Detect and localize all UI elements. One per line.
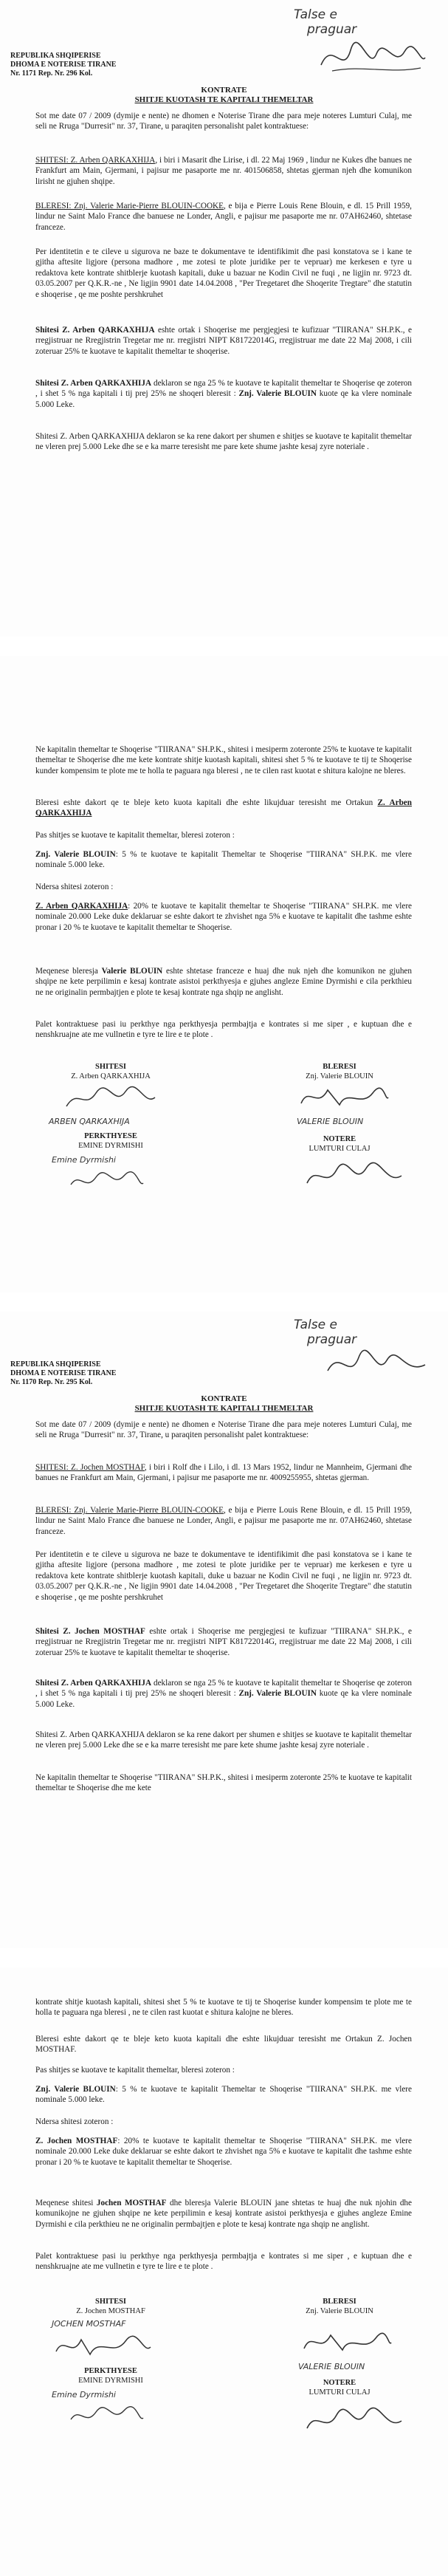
capital-paragraph: Ne kapitalin themeltar te Shoqerise "TIIRANA" SH.P.K., shitesi i mesiperm zoteronte 25% te kuotave te kapitalit themeltar te Shoqerise dhe me kete — [35, 1773, 412, 1793]
capital-paragraph: Ne kapitalin themeltar te Shoqerise "TIIRANA" SH.P.K., shitesi i mesiperm zoteronte 25% te kuotave te kapitalit themeltar te Shoqerise dhe me kete kontrate shitje kuotash kapitali, shitesi shet 5 % te kuotave te tij te Shoqerise kunder kompensim te plote me te holla te paguara nga bleresi , ne te cilen rast kuotat e shitura kalojne ne bleres. — [35, 745, 412, 775]
document-header: REPUBLIKA SHQIPERISE DHOMA E NOTERISE TIRANE Nr. 1171 Rep. Nr. 296 Kol. — [10, 52, 117, 78]
buyer-signature-block: BLERESI Znj. Valerie BLOUIN — [306, 1063, 373, 1080]
handwritten-note: Talse e praguar — [294, 1318, 357, 1347]
share-paragraph: Shitesi Z. Jochen MOSTHAF eshte ortak i Shoqerise me pergjegjesi te kufizuar "TIIRANA" SH.P.K., e rregjistruar ne Rregjistrin Tregetar me nr. rregjistri NIPT K81722014G, rregjistruar me date 22 Maj 2008, i cili zoteruar 25% te kuotave te kapitalit themeltar te shoqerise. — [35, 1627, 412, 1657]
after-sale-buyer: Pas shitjes se kuotave te kapitalit themeltar, bleresi zoteron : — [35, 2066, 235, 2075]
buyer-paragraph: BLERESI: Znj. Valerie Marie-Pierre BLOUIN-COOKE, e bija e Pierre Louis Rene Blouin, e dl. 15 Prill 1959, lindur ne Saint Malo France dhe banuese ne Londer, Angli, e pajisur me pasaporte me nr. 07AH62460, shtetase franceze. — [35, 1506, 412, 1536]
seller-signature — [59, 1084, 162, 1114]
page-1 — [0, 0, 448, 637]
share-paragraph: Shitesi Z. Arben QARKAXHIJA eshte ortak i Shoqerise me pergjegjesi te kufizuar "TIIRANA" SH.P.K., e rregjistruar ne Rregjistrin Tregetar me nr. rregjistri NIPT K81722014G, rregjistruar me date 22 Maj 2008, i cili zoteruar 25% te kuotave te kapitalit themeltar te shoqerise. — [35, 326, 412, 356]
seller-paragraph: SHITESI: Z. Jochen MOSTHAF, i biri i Rolf dhe i Lilo, i dl. 13 Mars 1952, lindur ne Mannheim, Gjermani dhe banues ne Frankfurt am Main, Gjermani, i pajisur me pasaporte me nr. 4009255955, shtetas gjerman. — [35, 1463, 412, 1483]
intro-paragraph: Sot me date 07 / 2009 (dymije e nente) ne dhomen e Noterise Tirane dhe para meje noteres Lumturi Culaj, me seli ne Rruga "Durresit" nr. 37, Tirane, u paraqiten personalisht palet kontraktuese: — [35, 1420, 412, 1440]
notary-signature-top — [325, 1344, 428, 1385]
sale-paragraph: Shitesi Z. Arben QARKAXHIJA deklaron se nga 25 % te kuotave te kapitalit themeltar te Shoqerise qe zoteron , i shet 5 % nga kapitali i tij prej 25% ne shoqeri bleresit : Znj. Valerie BLOUIN kuote qe ka vlere nominale 5.000 Leke. — [35, 379, 412, 409]
page-3 — [0, 1312, 448, 1948]
notary-signature — [303, 1158, 406, 1193]
document-header: REPUBLIKA SHQIPERISE DHOMA E NOTERISE TIRANE Nr. 1170 Rep. Nr. 295 Kol. — [10, 1360, 117, 1386]
seller-holding: Z. Jochen MOSTHAF: 20% te kuotave te kapitalit themeltar te Shoqerise "TIIRANA" SH.P.K. me vlere nominale 20.000 Leke duke deklaruar se eshte dakort te zhvishet nga 5% e kuotave te kapitalit dhe tashme eshte pronar i 20 % te kuotave te kapitalit themeltar te Shoqerise. — [35, 2137, 413, 2167]
notary-signature-top — [317, 35, 428, 80]
closing-paragraph: Palet kontraktuese pasi iu perkthye nga perkthyesja permbajtja e kontrates si me siper , e kuptuan dhe e nenshkruajne ate me vullnetin e tyre te lire e te plote . — [35, 1020, 412, 1040]
page-4 — [0, 1967, 448, 2576]
page-separator — [0, 1292, 448, 1312]
notary-block: NOTERE LUMTURI CULAJ — [309, 2379, 371, 2397]
identity-paragraph: Per identitetin e te cileve u sigurova ne baze te dokumentave te identifikimit dhe pasi konstatova se i kane te gjitha aftesite ligjore (persona madhore , me zotesi te plote juridike per te vepruar) me kerkesen e tyre u redaktova kete kontrate shitblerje kuotash kapitali, duke u bazuar ne Kodin Civil ne fuqi , ne ligjin nr. 9723 dt. 03.05.2007 per Q.K.R.-ne , Ne ligjin 9901 date 14.04.2008 , "Per Tregetaret dhe Shoqerite Tregtare" dhe statutin e shoqerise , qe me poshte pershkruhet — [35, 247, 412, 299]
seller-handwritten-name: ARBEN QARKAXHIJA — [49, 1117, 130, 1126]
agreement-paragraph: Bleresi eshte dakort qe te bleje keto kuota kapitali dhe eshte likujduar teresisht me Ortakun Z. Jochen MOSTHAF. — [35, 2035, 412, 2055]
closing-paragraph: Palet kontraktuese pasi iu perkthye nga perkthyesja permbajtja e kontrates si me siper , e kuptuan dhe e nenshkruajne ate me vullnetin e tyre te lire e te plote . — [35, 2252, 412, 2272]
after-sale-seller: Ndersa shitesi zoteron : — [35, 883, 114, 891]
translator-handwritten-name: Emine Dyrmishi — [52, 1155, 116, 1165]
buyer-paragraph: BLERESI: Znj. Valerie Marie-Pierre BLOUIN-COOKE, e bija e Pierre Louis Rene Blouin, e dl. 15 Prill 1959, lindur ne Saint Malo France dhe banuese ne Londer, Angli, e pajisur me pasaporte me nr. 07AH62460, shtetase franceze. — [35, 202, 412, 232]
seller-signature — [52, 2332, 155, 2362]
page-separator — [0, 637, 448, 656]
notary-signature — [303, 2403, 406, 2439]
after-sale-buyer: Pas shitjes se kuotave te kapitalit themeltar, bleresi zoteron : — [35, 831, 235, 840]
buyer-signature-block: BLERESI Znj. Valerie BLOUIN — [306, 2298, 373, 2315]
buyer-handwritten-name: VALERIE BLOUIN — [297, 1117, 364, 1126]
seller-paragraph: SHITESI: Z. Arben QARKAXHIJA, i biri i Masarit dhe Lirise, i dl. 22 Maj 1969 , lindur ne Kukes dhe banues ne Frankfurt am Main, Gjermani, i pajisur me pasaporte me nr. 401506858, shtetas gjerman njeh dhe komunikon lirisht ne gjuhen shqipe. — [35, 156, 412, 186]
identity-paragraph: Per identitetin e te cileve u sigurova ne baze te dokumentave te identifikimit dhe pasi konstatova se i kane te gjitha aftesite ligjore (persona madhore , me zotesi te plote juridike per te vepruar) me kerkesen e tyre u redaktova kete kontrate shitblerje kuotash kapitali, duke u bazuar ne Kodin Civil ne fuqi , ne ligjin nr. 9723 dt. 03.05.2007 per Q.K.R.-ne , Ne ligjin 9901 date 14.04.2008 , "Per Tregetaret dhe Shoqerite Tregtare" dhe statutin e shoqerise , qe me poshte pershkruhet — [35, 1550, 412, 1602]
page-separator — [0, 1948, 448, 1967]
translator-signature — [66, 1167, 148, 1196]
seller-handwritten-name: JOCHEN MOSTHAF — [52, 2319, 126, 2329]
document-title: KONTRATE SHITJE KUOTASH TE KAPITALI THEMELTAR — [134, 1394, 314, 1413]
handwritten-note: Talse e praguar — [294, 7, 357, 37]
translator-block: PERKTHYESE EMINE DYRMISHI — [78, 1132, 143, 1150]
notary-block: NOTERE LUMTURI CULAJ — [309, 1135, 371, 1153]
sale-paragraph: Shitesi Z. Arben QARKAXHIJA deklaron se nga 25 % te kuotave te kapitalit themeltar te Shoqerise qe zoteron , i shet 5 % nga kapitali i tij prej 25% ne shoqeri bleresit : Znj. Valerie BLOUIN kuote qe ka vlere nominale 5.000 Leke. — [35, 1679, 412, 1709]
translator-block: PERKTHYESE EMINE DYRMISHI — [78, 2367, 143, 2385]
translator-paragraph: Meqenese bleresja Valerie BLOUIN eshte shtetase franceze e huaj dhe nuk njeh dhe komunikon ne gjuhen shqipe ne kete perpilimin e kesaj kontrate asistoi perkthyesja e gjuhes angleze Emine Dyrmishi e cila perkthieu ne ne originalin permbajtjen e plote te kesaj kontrate nga shqip ne anglisht. — [35, 967, 412, 997]
page-2 — [0, 656, 448, 1292]
seller-signature-block: SHITESI Z. Arben QARKAXHIJA — [71, 1063, 151, 1080]
payment-paragraph: Shitesi Z. Arben QARKAXHIJA deklaron se ka rene dakort per shumen e shitjes se kuotave te kapitalit themeltar ne vleren prej 5.000 Leke dhe se e ka marre teresisht me pare kete shume jashte kesaj zyre noteriale . — [35, 1730, 412, 1750]
buyer-handwritten-name: VALERIE BLOUIN — [298, 2362, 365, 2371]
translator-handwritten-name: Emine Dyrmishi — [52, 2390, 116, 2399]
translator-paragraph: Meqenese shitesi Jochen MOSTHAF dhe bleresja Valerie BLOUIN jane shtetas te huaj dhe nuk njohin dhe komunikojne ne gjuhen shqipe ne kete perpilimin e kesaj kontrate asistoi perkthyesja e gjuhes angleze Emine Dyrmishi e cila perkthieu ne ne originalin permbajtjen e plote te kesaj kontrate nga shqip ne anglisht. — [35, 2199, 412, 2229]
intro-paragraph: Sot me date 07 / 2009 (dymije e nente) ne dhomen e Noterise Tirane dhe para meje noteres Lumturi Culaj, me seli ne Rruga "Durresit" nr. 37, Tirane, u paraqiten personalisht palet kontraktuese: — [35, 112, 412, 131]
buyer-signature — [298, 2328, 394, 2357]
capital-paragraph-cont: kontrate shitje kuotash kapitali, shitesi shet 5 % te kuotave te tij te Shoqerise kunder kompensim te plote me te holla te paguara nga bleresi , ne te cilen rast kuotat e shitura kalojne ne bleres. — [35, 1998, 412, 2018]
buyer-holding: Znj. Valerie BLOUIN: 5 % te kuotave te kapitalit Themeltar te Shoqerise "TIIRANA" SH.P.K. me vlere nominale 5.000 leke. — [35, 850, 412, 870]
document-title: KONTRATE SHITJE KUOTASH TE KAPITALI THEMELTAR — [134, 86, 314, 104]
payment-paragraph: Shitesi Z. Arben QARKAXHIJA deklaron se ka rene dakort per shumen e shitjes se kuotave te kapitalit themeltar ne vleren prej 5.000 Leke dhe se e ka marre teresisht me pare kete shume jashte kesaj zyre noteriale . — [35, 432, 412, 452]
buyer-holding: Znj. Valerie BLOUIN: 5 % te kuotave te kapitalit Themeltar te Shoqerise "TIIRANA" SH.P.K. me vlere nominale 5.000 leke. — [35, 2085, 412, 2105]
buyer-signature — [295, 1083, 391, 1112]
seller-holding: Z. Arben QARKAXHIJA: 20% te kuotave te kapitalit themeltar te Shoqerise "TIIRANA" SH.P.K. me vlere nominale 20.000 Leke duke deklaruar se eshte dakort te zhvishet nga 5% e kuotave te kapitalit dhe tashme eshte pronar i 20 % te kuotave te kapitalit themeltar te Shoqerise. — [35, 902, 413, 932]
seller-signature-block: SHITESI Z. Jochen MOSTHAF — [76, 2298, 145, 2315]
after-sale-seller: Ndersa shitesi zoteron : — [35, 2117, 114, 2126]
agreement-paragraph: Bleresi eshte dakort qe te bleje keto kuota kapitali dhe eshte likujduar teresisht me Ortakun Z. Arben QARKAXHIJA — [35, 798, 412, 818]
translator-signature — [66, 2402, 148, 2431]
